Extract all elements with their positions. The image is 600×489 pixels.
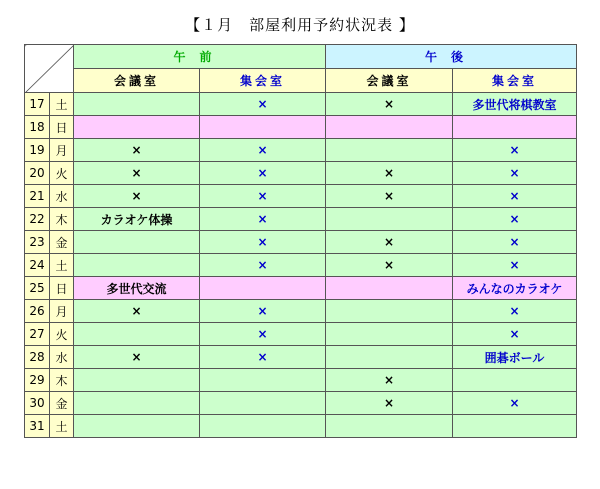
table-row (25, 392, 577, 415)
weekday-cell: 日 (50, 277, 74, 300)
pm-room2-header: 集会室 (453, 69, 577, 93)
date-cell: 30 (25, 392, 50, 415)
page-title: 【１月 部屋利用予約状況表 】 (185, 16, 415, 34)
table-row (25, 208, 577, 231)
am-room2-cell (200, 277, 326, 300)
am-room2-cell (200, 116, 326, 139)
date-cell: 25 (25, 277, 50, 300)
am-room2-cell: × (200, 139, 326, 162)
table-row (25, 185, 577, 208)
pm-room2-cell (453, 369, 577, 392)
am-room1-cell (74, 231, 200, 254)
date-cell: 23 (25, 231, 50, 254)
am-room2-cell (200, 392, 326, 415)
pm-room2-cell: × (453, 254, 577, 277)
table-row (25, 277, 577, 300)
am-room2-cell: × (200, 185, 326, 208)
date-cell: 24 (25, 254, 50, 277)
am-room2-cell (200, 415, 326, 438)
pm-room1-cell (326, 415, 453, 438)
weekday-cell: 日 (50, 116, 74, 139)
am-room2-cell (200, 369, 326, 392)
pm-room2-cell: × (453, 323, 577, 346)
weekday-cell: 火 (50, 323, 74, 346)
date-cell: 19 (25, 139, 50, 162)
date-cell: 26 (25, 300, 50, 323)
am-room1-cell (74, 116, 200, 139)
pm-room1-cell: × (326, 162, 453, 185)
pm-room2-cell: みんなのカラオケ (453, 277, 577, 300)
pm-room2-cell (453, 116, 577, 139)
am-room2-cell: × (200, 162, 326, 185)
pm-room2-cell: 多世代将棋教室 (453, 93, 577, 116)
am-room1-cell (74, 415, 200, 438)
pm-room2-cell (453, 415, 577, 438)
pm-room2-cell: × (453, 300, 577, 323)
am-room2-cell: × (200, 323, 326, 346)
weekday-cell: 金 (50, 231, 74, 254)
date-cell: 20 (25, 162, 50, 185)
am-room2-cell: × (200, 93, 326, 116)
table-row (25, 346, 577, 369)
date-cell: 28 (25, 346, 50, 369)
am-room1-cell: × (74, 346, 200, 369)
pm-room2-cell: 囲碁ボール (453, 346, 577, 369)
weekday-cell: 木 (50, 369, 74, 392)
table-row (25, 369, 577, 392)
reservation-table (24, 44, 577, 438)
weekday-cell: 土 (50, 93, 74, 116)
weekday-cell: 月 (50, 139, 74, 162)
am-room1-cell (74, 254, 200, 277)
am-room1-cell (74, 369, 200, 392)
pm-room2-cell: × (453, 139, 577, 162)
table-row (25, 300, 577, 323)
pm-room1-cell (326, 300, 453, 323)
weekday-cell: 水 (50, 185, 74, 208)
weekday-cell: 金 (50, 392, 74, 415)
am-header: 午前 (74, 45, 326, 69)
date-cell: 17 (25, 93, 50, 116)
pm-room2-cell: × (453, 392, 577, 415)
corner-cell (25, 45, 74, 93)
weekday-cell: 火 (50, 162, 74, 185)
pm-room1-cell: × (326, 231, 453, 254)
pm-room1-cell (326, 116, 453, 139)
weekday-cell: 水 (50, 346, 74, 369)
pm-room1-cell (326, 139, 453, 162)
am-room2-header: 集会室 (200, 69, 326, 93)
pm-room2-cell: × (453, 231, 577, 254)
am-room1-cell: カラオケ体操 (74, 208, 200, 231)
pm-room1-header: 会議室 (326, 69, 453, 93)
am-room1-cell (74, 392, 200, 415)
date-cell: 18 (25, 116, 50, 139)
weekday-cell: 月 (50, 300, 74, 323)
am-room1-cell: 多世代交流 (74, 277, 200, 300)
pm-room1-cell (326, 277, 453, 300)
am-room1-header: 会議室 (74, 69, 200, 93)
am-room1-cell: × (74, 139, 200, 162)
weekday-cell: 土 (50, 415, 74, 438)
date-cell: 29 (25, 369, 50, 392)
weekday-cell: 土 (50, 254, 74, 277)
am-room2-cell: × (200, 254, 326, 277)
pm-header: 午後 (326, 45, 577, 69)
table-row (25, 415, 577, 438)
table-row (25, 254, 577, 277)
pm-room1-cell: × (326, 392, 453, 415)
am-room1-cell (74, 323, 200, 346)
am-room1-cell: × (74, 300, 200, 323)
pm-room2-cell: × (453, 162, 577, 185)
am-room2-cell: × (200, 208, 326, 231)
table-row (25, 231, 577, 254)
am-room2-cell: × (200, 300, 326, 323)
pm-room1-cell (326, 323, 453, 346)
am-room2-cell: × (200, 231, 326, 254)
am-room1-cell: × (74, 185, 200, 208)
am-room2-cell: × (200, 346, 326, 369)
pm-room1-cell (326, 346, 453, 369)
table-row (25, 162, 577, 185)
pm-room1-cell: × (326, 93, 453, 116)
pm-room2-cell: × (453, 208, 577, 231)
pm-room2-cell: × (453, 185, 577, 208)
pm-room1-cell: × (326, 369, 453, 392)
table-row (25, 116, 577, 139)
am-room1-cell: × (74, 162, 200, 185)
am-room1-cell (74, 93, 200, 116)
date-cell: 21 (25, 185, 50, 208)
weekday-cell: 木 (50, 208, 74, 231)
table-row (25, 139, 577, 162)
pm-room1-cell: × (326, 185, 453, 208)
table-row (25, 323, 577, 346)
date-cell: 22 (25, 208, 50, 231)
date-cell: 27 (25, 323, 50, 346)
pm-room1-cell: × (326, 254, 453, 277)
pm-room1-cell (326, 208, 453, 231)
table-row (25, 93, 577, 116)
date-cell: 31 (25, 415, 50, 438)
